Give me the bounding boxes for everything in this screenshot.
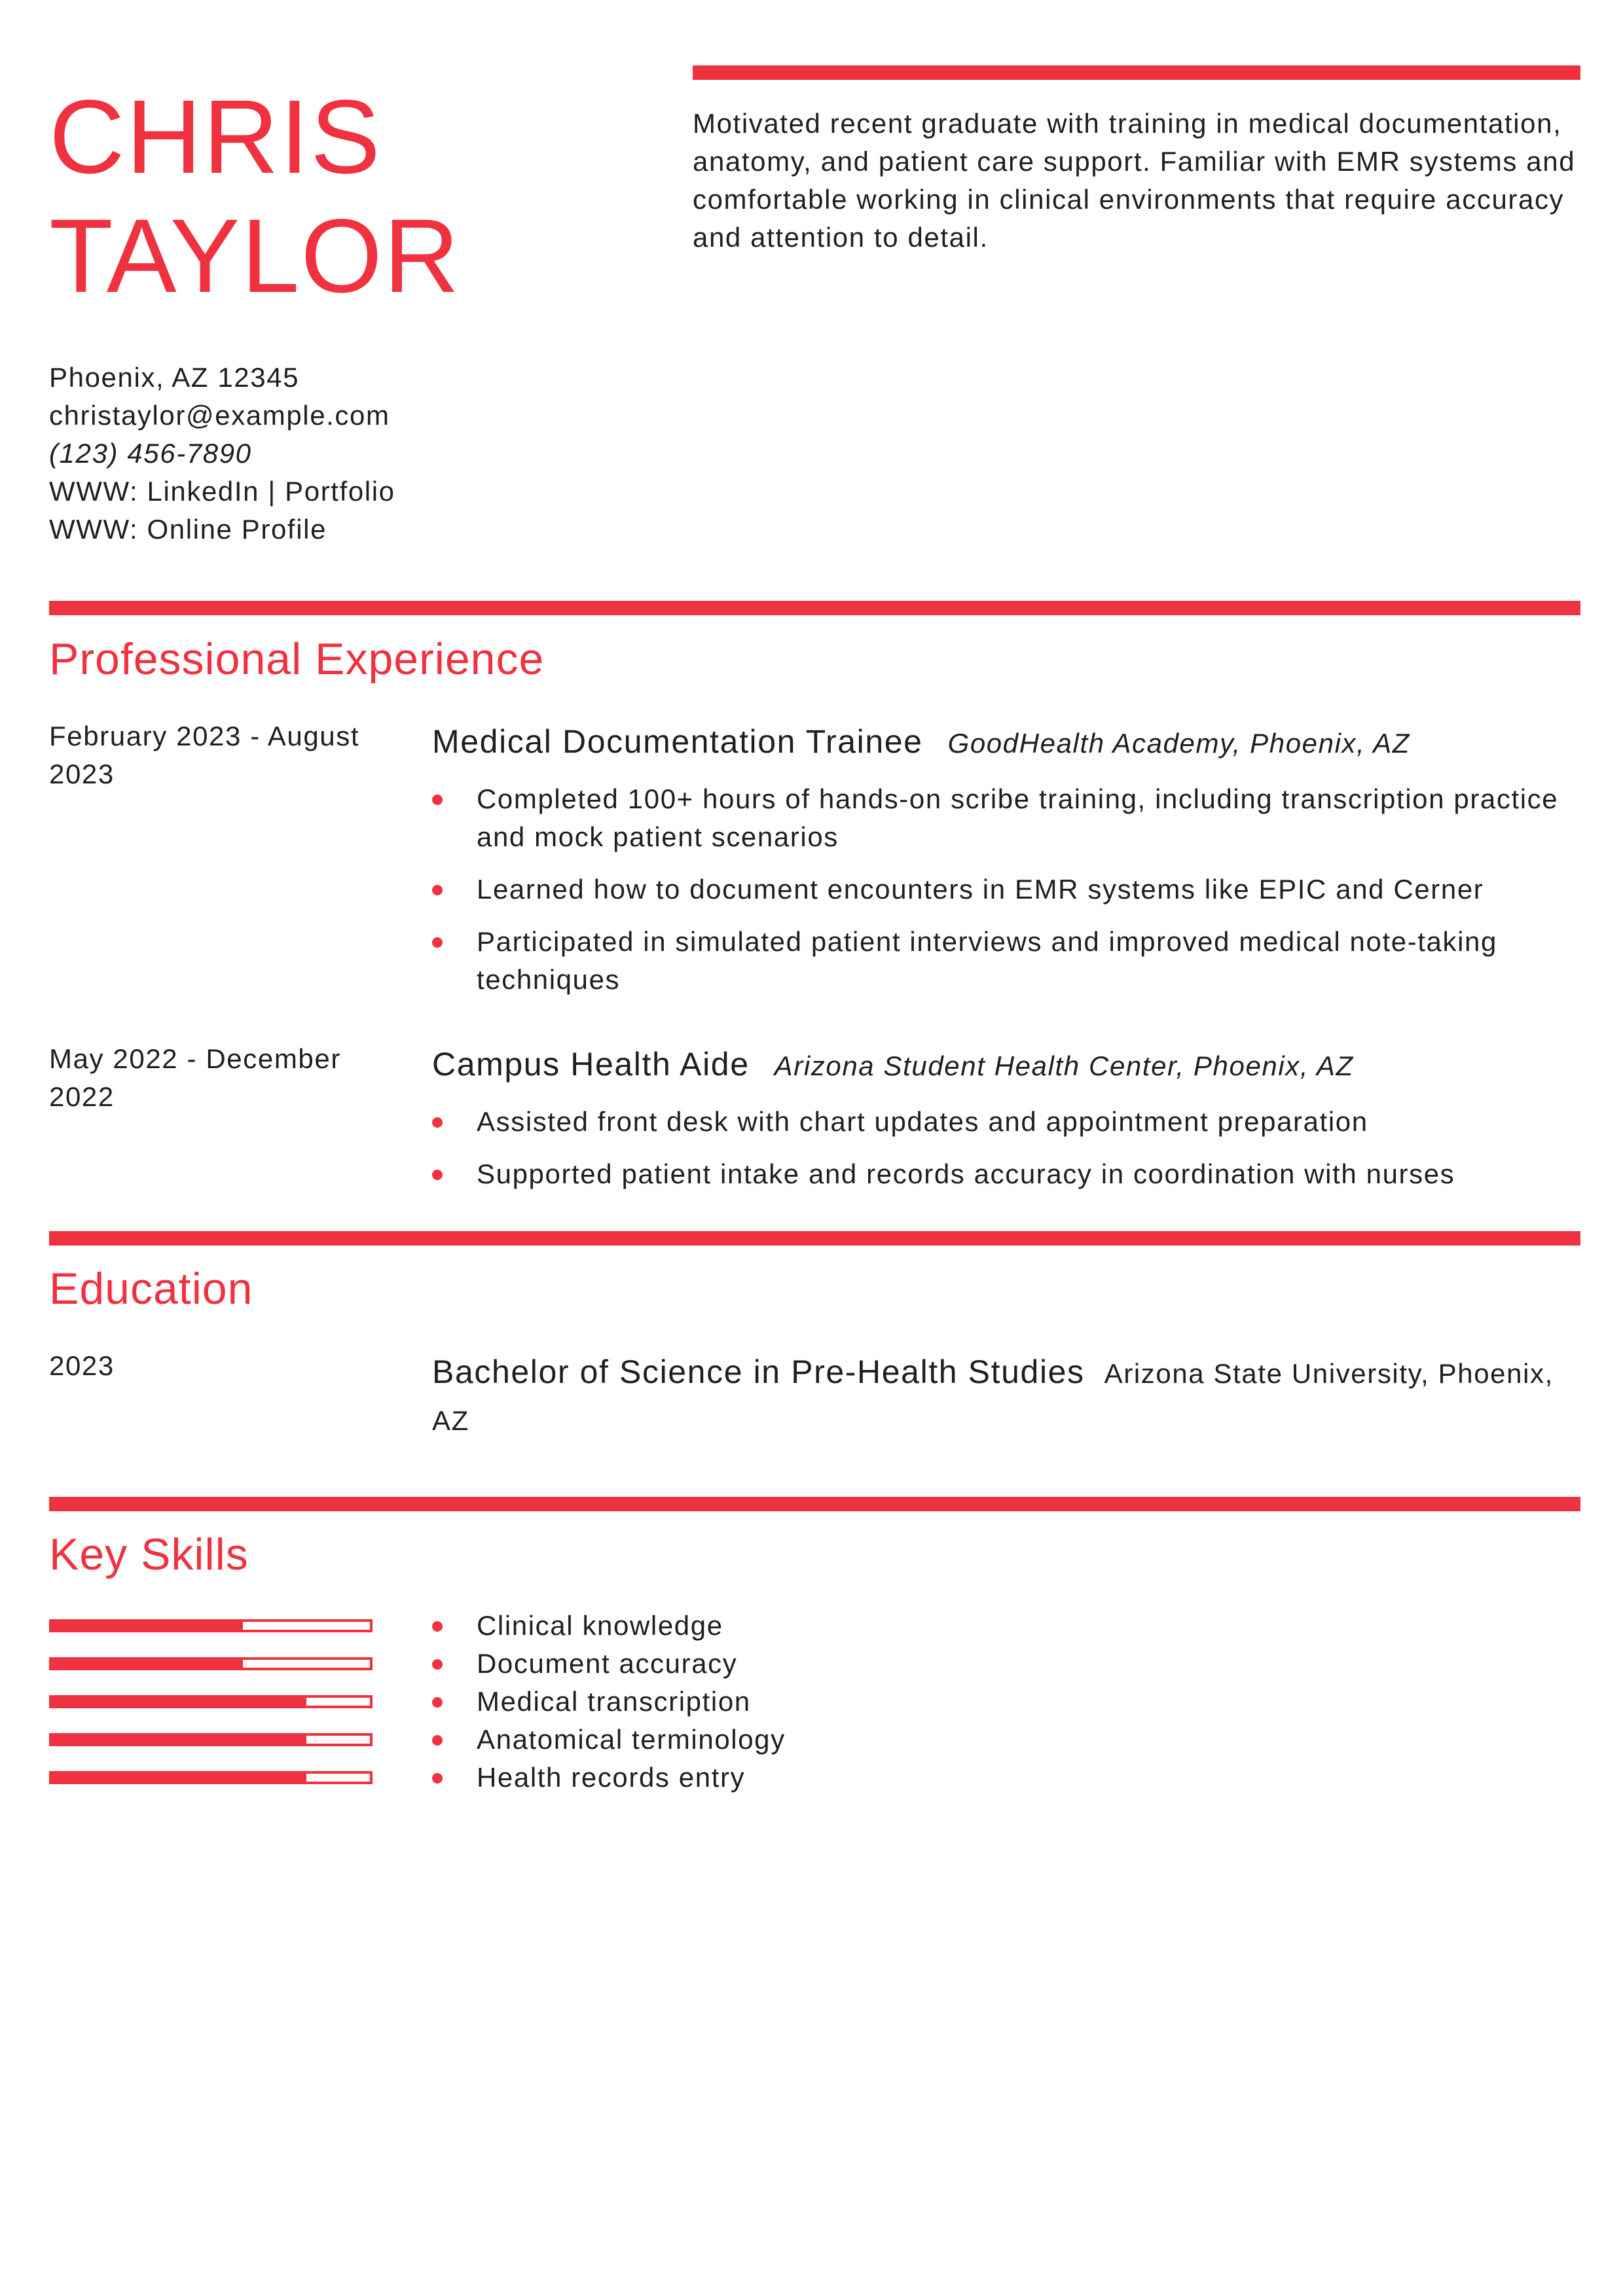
phone: (123) 456-7890 bbox=[49, 438, 252, 469]
web-links: WWW: LinkedIn | Portfolio bbox=[49, 476, 395, 507]
experience-divider bbox=[49, 601, 1580, 615]
list-item: Medical transcription bbox=[432, 1683, 1218, 1721]
skill-meter bbox=[49, 1619, 373, 1632]
address: Phoenix, AZ 12345 bbox=[49, 362, 300, 393]
job-bullets bbox=[432, 780, 1584, 1013]
education-year: 2023 bbox=[49, 1350, 115, 1381]
email: christaylor@example.com bbox=[49, 400, 390, 431]
skill-meter bbox=[49, 1695, 373, 1708]
job-dates: February 2023 - August 2023 bbox=[49, 721, 360, 789]
skill-meter bbox=[49, 1733, 373, 1746]
skills-divider bbox=[49, 1497, 1580, 1511]
section-title-education: Education bbox=[49, 1264, 253, 1314]
web-profile: WWW: Online Profile bbox=[49, 514, 327, 545]
last-name: TAYLOR bbox=[49, 197, 461, 314]
candidate-name bbox=[49, 77, 460, 315]
list-item: Health records entry bbox=[432, 1759, 1218, 1797]
education-entry bbox=[432, 1348, 1584, 1444]
job-title: Campus Health Aide bbox=[432, 1046, 750, 1083]
degree: Bachelor of Science in Pre-Health Studies bbox=[432, 1354, 1085, 1390]
header-divider bbox=[693, 65, 1580, 80]
job-dates: May 2022 - December 2022 bbox=[49, 1043, 341, 1112]
school: Arizona State University, Phoenix, AZ bbox=[432, 1358, 1554, 1436]
job-organization: Arizona Student Health Center, Phoenix, AZ bbox=[774, 1050, 1354, 1081]
list-item: Learned how to document encounters in EMR systems like EPIC and Cerner bbox=[432, 870, 1584, 908]
skill-meter bbox=[49, 1771, 373, 1784]
section-title-skills: Key Skills bbox=[49, 1530, 249, 1579]
list-item: Assisted front desk with chart updates and appointment preparation bbox=[432, 1103, 1584, 1141]
job-bullets bbox=[432, 1103, 1584, 1208]
job-header bbox=[432, 1045, 1354, 1083]
list-item: Completed 100+ hours of hands-on scribe training, including transcription practice and mock patient scenarios bbox=[432, 780, 1584, 856]
education-divider bbox=[49, 1231, 1580, 1246]
list-item: Anatomical terminology bbox=[432, 1721, 1218, 1759]
skill-meter bbox=[49, 1657, 373, 1670]
professional-summary: Motivated recent graduate with training in medical documentation, anatomy, and patient care support. Familiar with EMR systems and comfortable working in clinical environments that require accuracy and attention to detail. bbox=[693, 108, 1576, 253]
job-title: Medical Documentation Trainee bbox=[432, 723, 923, 760]
first-name: CHRIS bbox=[49, 78, 382, 195]
job-organization: GoodHealth Academy, Phoenix, AZ bbox=[947, 728, 1410, 759]
list-item: Supported patient intake and records accuracy in coordination with nurses bbox=[432, 1155, 1584, 1193]
section-title-experience: Professional Experience bbox=[49, 634, 545, 684]
job-header bbox=[432, 723, 1410, 761]
contact-info bbox=[49, 359, 395, 548]
skills-list bbox=[432, 1607, 1218, 1797]
list-item: Participated in simulated patient interviews and improved medical note-taking techniques bbox=[432, 923, 1584, 999]
list-item: Clinical knowledge bbox=[432, 1607, 1218, 1645]
list-item: Document accuracy bbox=[432, 1645, 1218, 1683]
